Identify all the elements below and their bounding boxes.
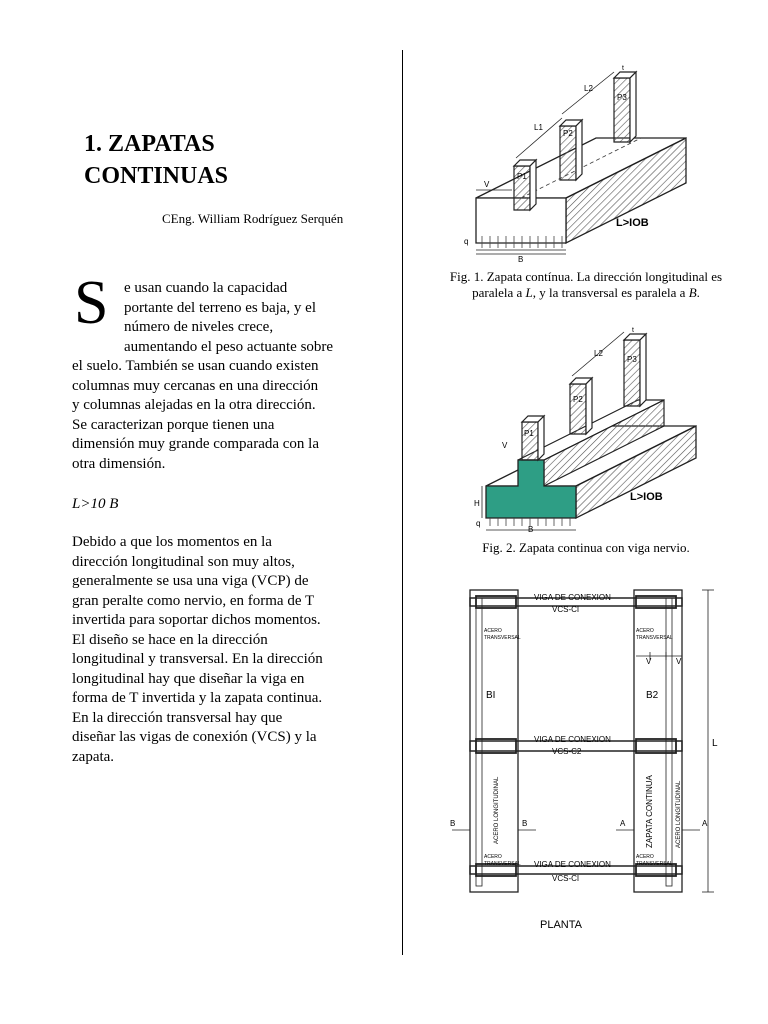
label-vcs-top: VCS-CI: [552, 605, 580, 614]
label-transversal-2: TRANSVERSAL: [636, 635, 673, 641]
paragraph-2: [72, 533, 384, 767]
column-p2: [570, 378, 592, 434]
label-b-left: B: [450, 819, 456, 828]
figure-2-caption: Fig. 2. Zapata continua con viga nervio.: [482, 540, 690, 555]
title-line-2: CONTINUAS: [84, 163, 229, 189]
paragraph-line: el suelo. También se usan cuando existen: [72, 358, 319, 374]
figure-3-plan-view: [440, 586, 730, 936]
caption-var-l: L: [525, 285, 533, 300]
label-p1: P1: [517, 172, 527, 181]
caption-line: paralela a L, y la transversal es paralela a B.: [472, 285, 700, 300]
label-v-1: V: [646, 657, 652, 666]
paragraph-line: Se caracterizan porque tienen una: [72, 416, 275, 433]
label-a-right: A: [702, 819, 708, 828]
paragraph-line: dimensión muy grande comparada con la: [72, 436, 320, 452]
label-l1: L1: [534, 123, 543, 132]
intro-line: número de niveles crece,: [124, 319, 274, 335]
label-v: V: [502, 441, 508, 450]
label-b-right: B: [522, 819, 528, 828]
paragraph-line: gran peralte como nervio, en forma de T: [72, 592, 315, 609]
label-p3: P3: [627, 355, 637, 364]
label-q: q: [464, 237, 469, 246]
label-vcs-mid: VCS-C2: [552, 747, 582, 756]
paragraph-line: columnas muy cercanas en una dirección: [72, 377, 319, 394]
label-v-2: V: [676, 657, 682, 666]
figure-1-isometric-footing: [456, 58, 726, 264]
label-viga-top: VIGA DE CONEXION: [534, 593, 611, 602]
label-viga-bot: VIGA DE CONEXION: [534, 860, 611, 869]
column-p3: [614, 72, 636, 142]
label-v: V: [484, 180, 490, 189]
label-q: q: [476, 519, 481, 528]
column-p1: [522, 416, 544, 460]
intro-line: portante del terreno es baja, y el: [124, 299, 316, 316]
label-viga-mid: VIGA DE CONEXION: [534, 735, 611, 744]
label-p2: P2: [573, 395, 583, 404]
label-l2: L2: [584, 84, 593, 93]
paragraph-line: dirección longitudinal son muy altos,: [72, 553, 295, 570]
paragraph-line: En la dirección transversal hay que: [72, 709, 283, 726]
label-p1: P1: [524, 429, 534, 438]
column-divider: [402, 50, 403, 955]
label-acero-1: ACERO: [484, 628, 502, 634]
label-acero-long-right: ACERO LONGITUDINAL: [676, 780, 682, 848]
label-vcs-bot: VCS-CI: [552, 874, 580, 883]
label-acero-long-left: ACERO LONGITUDINAL: [494, 776, 500, 844]
figure-1-caption: [410, 269, 762, 301]
paragraph-line: invertida para soportar dichos momentos.: [72, 612, 321, 628]
label-l-gt-10b: L>IOB: [616, 217, 649, 229]
label-acero-2: ACERO: [636, 628, 654, 634]
label-acero-4: ACERO: [636, 854, 654, 860]
paragraph-line: forma de T invertida y la zapata continua.: [72, 690, 323, 706]
label-transversal-1: TRANSVERSAL: [484, 635, 521, 641]
label-a-left: A: [620, 819, 626, 828]
column-p3: [624, 334, 646, 406]
paragraph-line: El diseño se hace en la dirección: [72, 631, 268, 648]
figure-2-footing-with-beam: [456, 318, 726, 533]
label-transversal-3: TRANSVERSAL: [484, 861, 521, 867]
label-b: B: [518, 255, 524, 264]
page-title: [84, 128, 384, 192]
title-line-1: 1. ZAPATAS: [84, 131, 215, 157]
intro-paragraph: [124, 279, 384, 357]
label-l: L: [712, 738, 718, 749]
label-zapata-continua: ZAPATA CONTINUA: [645, 775, 654, 848]
label-b: B: [528, 525, 534, 534]
paragraph-1: [72, 357, 384, 474]
label-t: t: [622, 65, 624, 72]
author: CEng. William Rodríguez Serquén: [162, 211, 344, 226]
label-b1: BI: [486, 690, 496, 701]
label-l-gt-10b: L>IOB: [630, 491, 663, 503]
column-p1: [514, 160, 536, 210]
formula: L>10 B: [72, 496, 119, 512]
label-p3: P3: [617, 93, 627, 102]
dropcap-letter: S: [74, 269, 109, 337]
intro-line: e usan cuando la capacidad: [124, 280, 288, 296]
paragraph-line: generalmente se usa una viga (VCP) de: [72, 573, 309, 589]
label-transversal-4: TRANSVERSAL: [636, 861, 673, 867]
paragraph-line: zapata.: [72, 748, 115, 765]
caption-var-b: B: [688, 285, 697, 300]
label-t: t: [632, 327, 634, 334]
paragraph-line: longitudinal hay que diseñar la viga en: [72, 670, 305, 687]
paragraph-line: Debido a que los momentos en la: [72, 534, 272, 550]
paragraph-line: longitudinal y transversal. En la dirección: [72, 651, 323, 667]
label-acero-3: ACERO: [484, 854, 502, 860]
label-b2: B2: [646, 690, 659, 701]
label-l2: L2: [594, 349, 603, 358]
caption-line: Fig. 1. Zapata contínua. La dirección longitudinal es: [449, 269, 723, 284]
label-p2: P2: [563, 129, 573, 138]
paragraph-line: y columnas alejadas en la otra dirección.: [72, 397, 316, 413]
paragraph-line: diseñar las vigas de conexión (VCS) y la: [72, 729, 317, 745]
intro-line: aumentando el peso actuante sobre: [124, 338, 334, 355]
paragraph-line: otra dimensión.: [72, 455, 166, 472]
label-h: H: [474, 499, 480, 508]
label-planta: PLANTA: [540, 919, 582, 931]
